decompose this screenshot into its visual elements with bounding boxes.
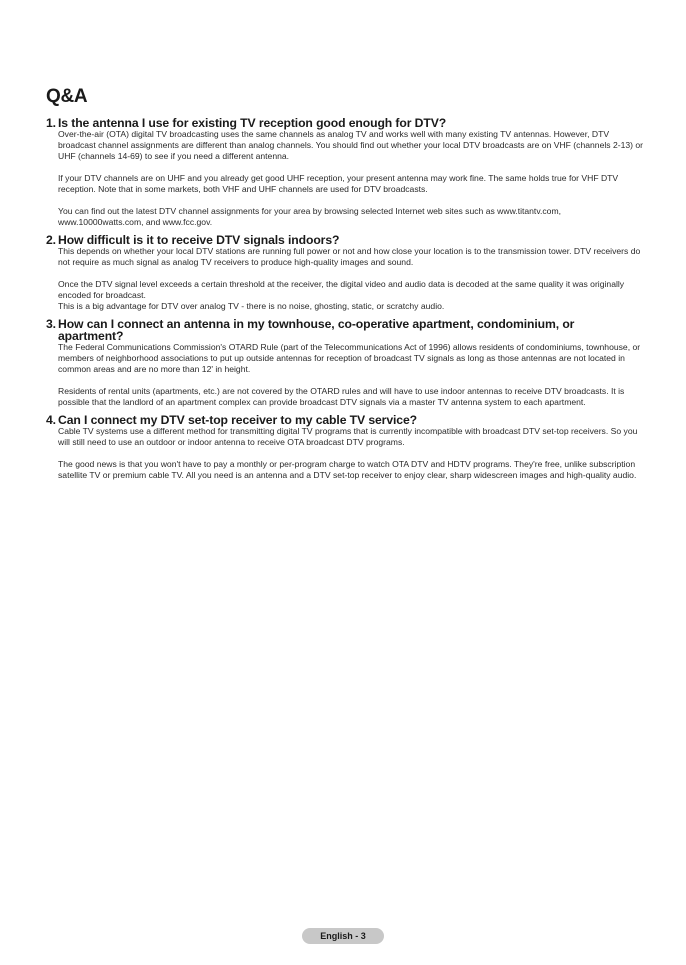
page-number-badge: English - 3 bbox=[302, 928, 384, 944]
answer-paragraph: You can find out the latest DTV channel assignments for your area by browsing selected Internet web sites such as www.titantv.com, www.10000watts.com, and www.fcc.gov. bbox=[58, 206, 561, 227]
question-text: How difficult is it to receive DTV signals indoors? bbox=[58, 233, 340, 247]
answer-paragraph: Residents of rental units (apartments, etc.) are not covered by the OTARD rules and will have to use indoor antennas to receive DTV broadcasts. It is possible that the landlord of an apartment complex can provide broadcast DTV signals via a master TV antenna system to each apartment. bbox=[58, 386, 625, 407]
qa-item-2 bbox=[46, 234, 646, 312]
qa-list bbox=[46, 117, 646, 483]
question-heading bbox=[46, 414, 646, 426]
answer-paragraph: The Federal Communications Commission's OTARD Rule (part of the Telecommunications Act of 1996) allows residents of condominiums, townhouse, or members of neighborhood associations to put up outside antennas for reception of broadcast TV signals as long as those antennas are not located in common areas and are no more than 12' in height. bbox=[58, 342, 641, 374]
qa-item-4 bbox=[46, 414, 646, 481]
question-heading bbox=[46, 318, 578, 342]
qa-item-3 bbox=[46, 318, 646, 408]
question-number: 1. bbox=[46, 116, 56, 130]
question-text: Is the antenna I use for existing TV reception good enough for DTV? bbox=[58, 116, 447, 130]
question-heading bbox=[46, 117, 646, 129]
question-number: 4. bbox=[46, 413, 56, 427]
answer-paragraph: This is a big advantage for DTV over analog TV - there is no noise, ghosting, static, or scratchy audio. bbox=[58, 301, 445, 311]
answer-body bbox=[46, 246, 646, 312]
question-heading bbox=[46, 234, 646, 246]
answer-paragraph: This depends on whether your local DTV stations are running full power or not and how close your location is to the transmission tower. DTV receivers do not require as much signal as analog TV receivers to produce high-quality images and sound. bbox=[58, 246, 641, 267]
qa-item-1 bbox=[46, 117, 646, 228]
answer-paragraph: Once the DTV signal level exceeds a certain threshold at the receiver, the digital video and audio data is decoded at the same quality it was originally encoded for broadcast. bbox=[58, 279, 625, 300]
question-text: How can I connect an antenna in my townhouse, co-operative apartment, condominium, or apartment? bbox=[58, 317, 575, 343]
answer-body bbox=[46, 426, 646, 481]
answer-paragraph: The good news is that you won't have to pay a monthly or per-program charge to watch OTA DTV and HDTV programs. They're free, unlike subscription satellite TV or premium cable TV. All you need is an antenna and a DTV set-top receiver to enjoy clear, sharp widescreen images and high-quality audio. bbox=[58, 459, 637, 480]
answer-paragraph: Over-the-air (OTA) digital TV broadcasting uses the same channels as analog TV and works well with many existing TV antennas. However, DTV broadcast channel assignments are different than analog channels. You should find out whether your local DTV broadcasts are on VHF (channels 2-13) or UHF (channels 14-69) to see if you need a different antenna. bbox=[58, 129, 644, 161]
answer-body bbox=[46, 129, 646, 228]
question-text: Can I connect my DTV set-top receiver to my cable TV service? bbox=[58, 413, 417, 427]
question-number: 2. bbox=[46, 233, 56, 247]
question-number: 3. bbox=[46, 317, 56, 331]
answer-body bbox=[46, 342, 646, 408]
answer-paragraph: Cable TV systems use a different method for transmitting digital TV programs that is currently incompatible with broadcast DTV set-top receivers. So you will still need to use an outdoor or indoor antenna to receive OTA broadcast DTV programs. bbox=[58, 426, 638, 447]
answer-paragraph: If your DTV channels are on UHF and you already get good UHF reception, your present antenna may work fine. The same holds true for VHF DTV reception. Note that in some markets, both VHF and UHF channels are used for DTV broadcasts. bbox=[58, 173, 619, 194]
page-title: Q&A bbox=[46, 86, 88, 107]
